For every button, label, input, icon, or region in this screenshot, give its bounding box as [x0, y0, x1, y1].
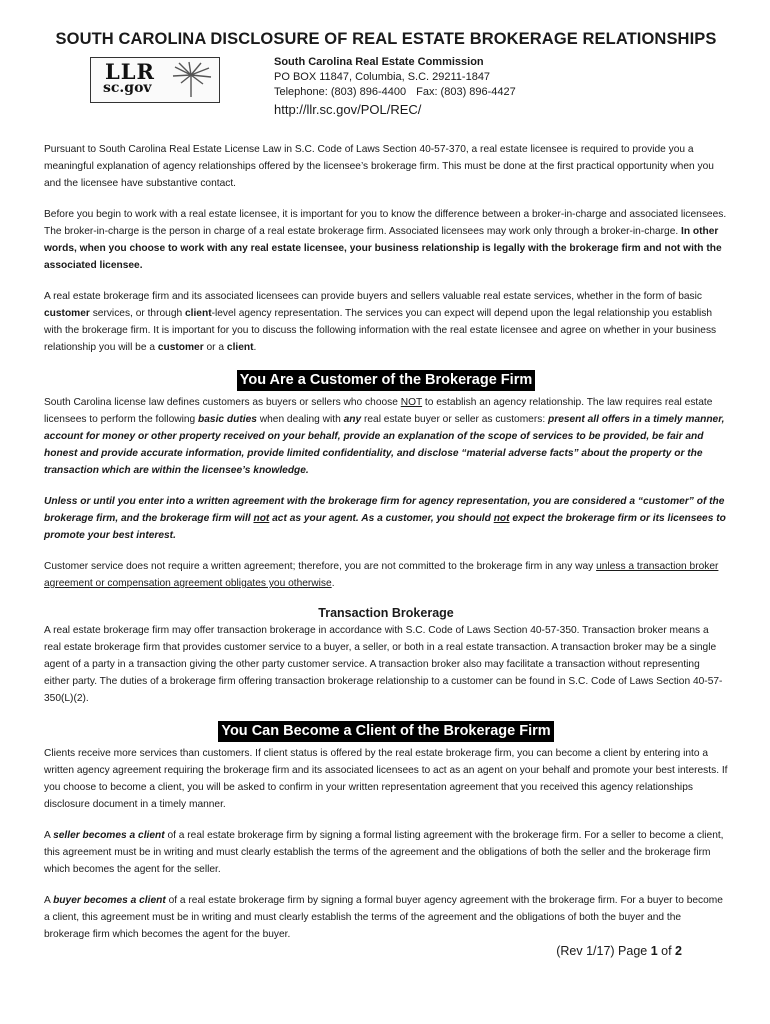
intro-p3-text-g: or a	[203, 342, 227, 353]
intro-p3-period: .	[253, 342, 257, 353]
llr-logo	[90, 57, 220, 103]
intro-p3-customer-2: customer	[157, 342, 204, 353]
commission-phones	[274, 85, 516, 100]
footer-page-total: 2	[675, 944, 682, 958]
client-p2-a: A	[44, 830, 54, 841]
logo-llr-text: LLR	[105, 59, 155, 84]
client-p2-seller: seller becomes a client	[53, 830, 165, 841]
cust-p3-underlined: unless a transaction broker agreement or compensation agreement obligates you otherwise	[44, 561, 719, 589]
cust-p1-duties-list: present all offers in a timely manner, account for money or other property received on your behalf, provide an explanation of the scope of services to be provided, be fair and honest and provide accurate information, provide limited confidentiality, and disclose “material adverse facts” about the property or the transaction which are within the licensee’s knowledge.	[44, 414, 725, 476]
intro-paragraph-1: Pursuant to South Carolina Real Estate License Law in S.C. Code of Laws Section 40-57-370, a real estate licensee is required to provide you a meaningful explanation of agency relationships offered by the licensee’s brokerage firm. This must be done at the first practical opportunity when you and the licensee have substantive contact.	[44, 144, 714, 189]
intro-p3-client-2: client	[226, 342, 254, 353]
client-paragraph-3	[44, 892, 728, 943]
intro-p3-customer: customer	[44, 308, 90, 319]
commission-address: PO BOX 11847, Columbia, S.C. 29211-1847	[274, 71, 491, 83]
cust-p1-e: when dealing with	[256, 414, 344, 425]
page-footer	[556, 944, 682, 958]
cust-p3-period: .	[331, 578, 335, 589]
palmetto-tree-icon	[169, 61, 213, 99]
client-p3-a: A	[44, 895, 54, 906]
intro-p3-client: client	[184, 308, 212, 319]
document-title: SOUTH CAROLINA DISCLOSURE OF REAL ESTATE BROKERAGE RELATIONSHIPS	[55, 30, 717, 48]
intro-p2-bold: In other words, when you choose to work with any real estate licensee, your business relationship is legally with the brokerage firm and not with the associated licensee.	[44, 226, 722, 271]
intro-p3-text-a: A real estate brokerage firm and its associated licensees can provide buyers and sellers valuable real estate services, whether in the form of basic	[44, 291, 702, 302]
commission-url[interactable]: http://llr.sc.gov/POL/REC/	[274, 102, 422, 117]
intro-p3-text-c: services, or through	[89, 308, 185, 319]
cust-p2-not: not	[253, 513, 270, 524]
customer-heading-text: You Are a Customer of the Brokerage Firm	[237, 370, 535, 391]
cust-p2-not-2: not	[493, 513, 510, 524]
customer-paragraph-2	[44, 493, 728, 544]
cust-p1-c: to establish an agency relationship. The law requires real estate licensees to perform the following	[44, 397, 713, 425]
cust-p2-c: act as your agent. As a customer, you should	[269, 513, 494, 524]
client-p3-buyer: buyer becomes a client	[53, 895, 166, 906]
cust-p1-g: real estate buyer or seller as customers:	[361, 414, 548, 425]
intro-p3-text-e: -level agency representation. The services you can expect will depend upon the legal relationship you establish with the brokerage firm. It is important for you to discuss the following information with the real estate licensee and agree on whether in your business relationship you will be a	[44, 308, 717, 353]
footer-page-number: 1	[650, 944, 658, 958]
cust-p1-any: any	[343, 414, 362, 425]
intro-paragraph-2	[44, 206, 728, 274]
client-paragraph-1: Clients receive more services than customers. If client status is offered by the real estate brokerage firm, you can become a client by entering into a written agency agreement requiring the brokerage firm and its associated licensees to act as an agent on your behalf and promote your best interests. If you choose to become a client, you will be asked to confirm in your written representation agreement that you received this agency relationships disclosure document in a timely manner.	[44, 748, 728, 810]
cust-p3-a: Customer service does not require a written agreement; therefore, you are not committed to the brokerage firm in any way	[44, 561, 597, 572]
client-p2-c: of a real estate brokerage firm by signing a formal listing agreement with the brokerage firm. For a seller to become a client, this agreement must be in writing and must clearly establish the terms of the agreement and the obligations of both the seller and the brokerage firm which becomes the agent for the seller.	[44, 830, 724, 875]
document-page	[44, 30, 728, 957]
footer-of: of	[657, 944, 676, 958]
commission-fax: Fax: (803) 896-4427	[416, 86, 516, 98]
intro-paragraph-3	[44, 288, 728, 356]
transaction-brokerage-heading: Transaction Brokerage	[318, 606, 454, 620]
customer-paragraph-3	[44, 558, 728, 592]
intro-p2-text: Before you begin to work with a real estate licensee, it is important for you to know the difference between a broker-in-charge and associated licensees. The broker-in-charge is the person in charge of a real estate brokerage firm. Associated licensees may work only through a broker-in-charge.	[44, 209, 727, 237]
logo-sc-text: sc.gov	[103, 80, 152, 96]
commission-name: South Carolina Real Estate Commission	[274, 56, 484, 68]
customer-section-heading	[44, 370, 728, 391]
cust-p2-a: Unless or until you enter into a written agreement with the brokerage firm for agency representation, you are considered a “customer” of the brokerage firm, and the brokerage firm will	[44, 496, 725, 524]
transaction-paragraph: A real estate brokerage firm may offer transaction brokerage in accordance with S.C. Code of Laws Section 40-57-350. Transaction broker means a real estate brokerage firm that provides customer service to a buyer, a seller, or both in a real estate transaction. A transaction broker may be a single agent of a party in a transaction giving the other party customer service. A transaction broker also may facilitate a transaction without representing either party. The duties of a brokerage firm offering transaction brokerage relationship to a customer can be found in S.C. Code of Laws Section 40-57-350(L)(2).	[44, 625, 723, 704]
commission-telephone: Telephone: (803) 896-4400	[274, 86, 407, 98]
client-section-heading	[44, 721, 728, 742]
header	[44, 55, 728, 141]
commission-info	[274, 55, 516, 117]
client-paragraph-2	[44, 827, 728, 878]
cust-p1-basic-duties: basic duties	[198, 414, 257, 425]
client-heading-text: You Can Become a Client of the Brokerage Firm	[218, 721, 553, 742]
customer-paragraph-1	[44, 394, 728, 479]
footer-rev: (Rev 1/17) Page	[556, 944, 651, 958]
cust-p1-a: South Carolina license law defines customers as buyers or sellers who choose	[44, 397, 401, 408]
cust-p2-e: expect the brokerage firm or its licensees to promote your best interest.	[44, 513, 726, 541]
client-p3-c: of a real estate brokerage firm by signing a formal buyer agency agreement with the brokerage firm. For a buyer to become a client, this agreement must be in writing and must clearly establish the terms of the agreement and the obligations of both the buyer and the brokerage firm which becomes the agent for the buyer.	[44, 895, 723, 940]
cust-p1-not: NOT	[400, 397, 423, 408]
